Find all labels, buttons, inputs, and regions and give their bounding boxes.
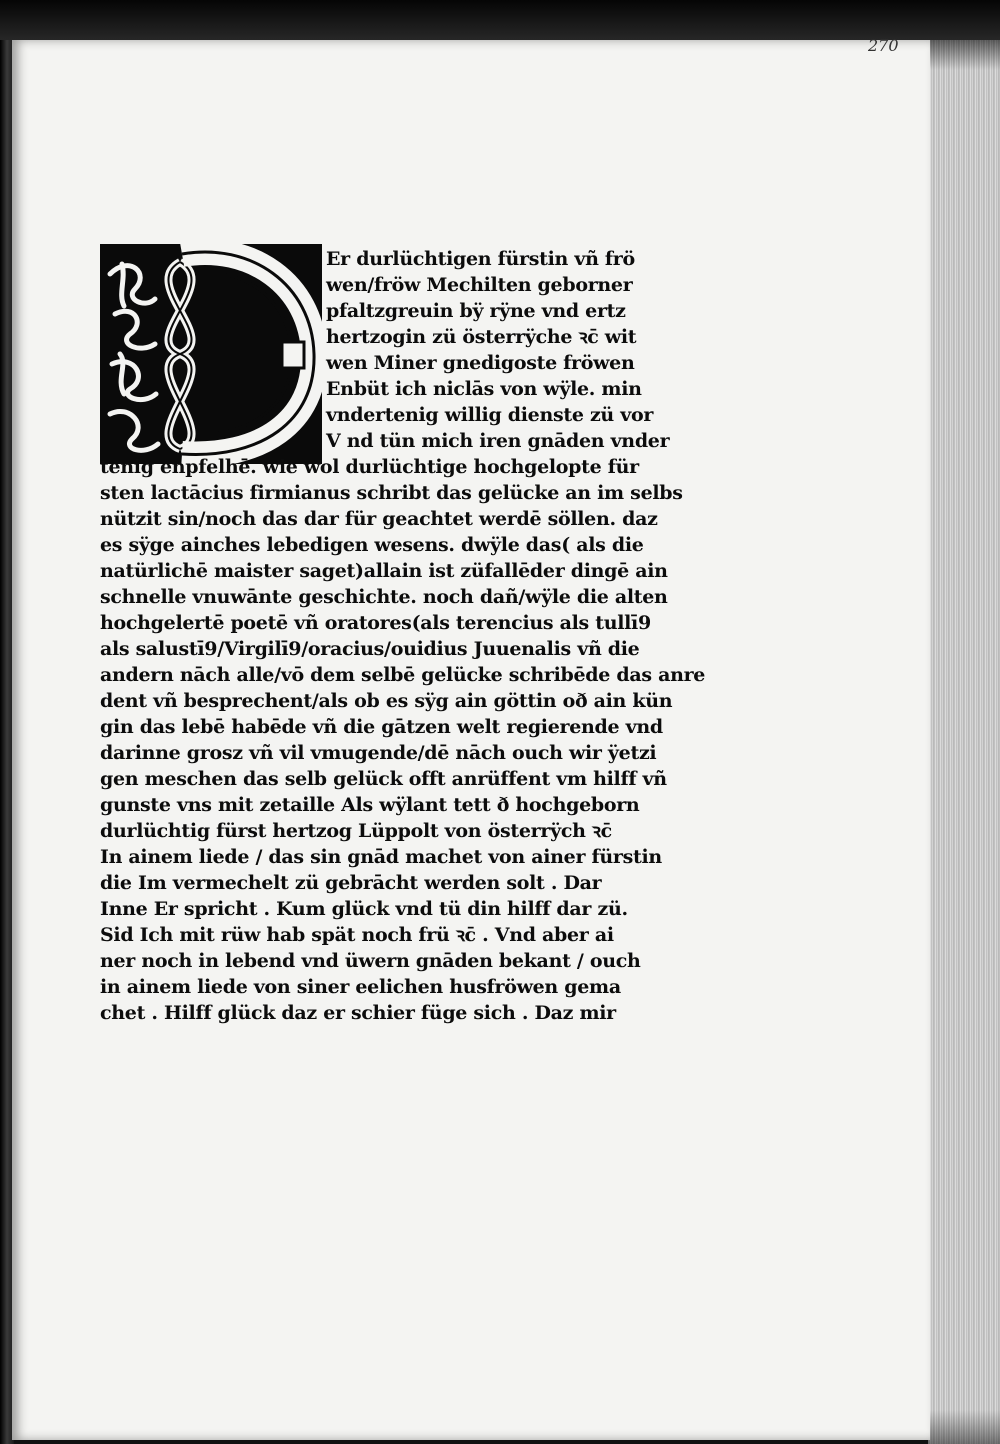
- text-line: ner noch in lebend vnd üwern gnāden bekant / ouch: [100, 950, 641, 972]
- text-line: Er durlüchtigen fürstin vñ frö: [326, 248, 635, 270]
- book-top-edge: [0, 0, 1000, 44]
- text-line: In ainem liede / das sin gnād machet von ainer fürstin: [100, 846, 662, 868]
- text-line: es sÿge ainches lebedigen wesens. dwÿle das( als die: [100, 534, 644, 556]
- text-line: sten lactācius firmianus schribt das gelücke an im selbs: [100, 482, 683, 504]
- text-line: pfaltzgreuin bÿ rÿne vnd ertz: [326, 300, 626, 322]
- text-line: durlüchtig fürst hertzog Lüppolt von österrÿch ꝛc̄: [100, 820, 612, 842]
- page-fore-edge: [928, 40, 1000, 1444]
- folio-number: 270: [868, 36, 899, 55]
- text-line: als salustī9/Virgilī9/oracius/ouidius Juuenalis vñ die: [100, 638, 640, 660]
- text-line: gunste vns mit zetaille Als wÿlant tett ð hochgeborn: [100, 794, 640, 816]
- text-line: darinne grosz vñ vil vmugende/dē nāch ouch wir ÿetzi: [100, 742, 657, 764]
- text-line: dent vñ besprechent/als ob es sÿg ain göttin oð ain kün: [100, 690, 673, 712]
- text-line: gen meschen das selb gelück offt anrüffent vm hilff vñ: [100, 768, 667, 790]
- text-line: vndertenig willig dienste zü vor: [326, 404, 654, 426]
- text-line: die Im vermechelt zü gebrācht werden solt . Dar: [100, 872, 602, 894]
- text-line: natürlichē maister saget)allain ist züfallēder dingē ain: [100, 560, 668, 582]
- decorated-initial-d: [100, 244, 322, 464]
- text-line: wen Miner gnedigoste fröwen: [326, 352, 635, 374]
- text-line: nützit sin/noch das dar für geachtet werdē söllen. daz: [100, 508, 658, 530]
- text-line: Sid Ich mit rüw hab spät noch frü ꝛc̄ . Vnd aber ai: [100, 924, 614, 946]
- text-line: V nd tün mich iren gnāden vnder: [326, 430, 670, 452]
- text-line: hochgelertē poetē vñ oratores(als terencius als tullī9: [100, 612, 651, 634]
- text-line: andern nāch alle/vō dem selbē gelücke schribēde das anre: [100, 664, 706, 686]
- text-line: in ainem liede von siner eelichen husfröwen gema: [100, 976, 621, 998]
- text-line: chet . Hilff glück daz er schier füge sich . Daz mir: [100, 1002, 616, 1024]
- text-line: Enbüt ich niclās von wÿle. min: [326, 378, 642, 400]
- text-line: Inne Er spricht . Kum glück vnd tü din hilff dar zü.: [100, 898, 628, 920]
- text-line: tenig enpfelhē. wie wol durlüchtige hochgelopte für: [100, 456, 639, 478]
- text-line: gin das lebē habēde vñ die gātzen welt regierende vnd: [100, 716, 663, 738]
- text-line: hertzogin zü österrÿche ꝛc̄ wit: [326, 326, 637, 348]
- text-line: wen/fröw Mechilten geborner: [326, 274, 633, 296]
- text-line: schnelle vnuwānte geschichte. noch dañ/wÿle die alten: [100, 586, 668, 608]
